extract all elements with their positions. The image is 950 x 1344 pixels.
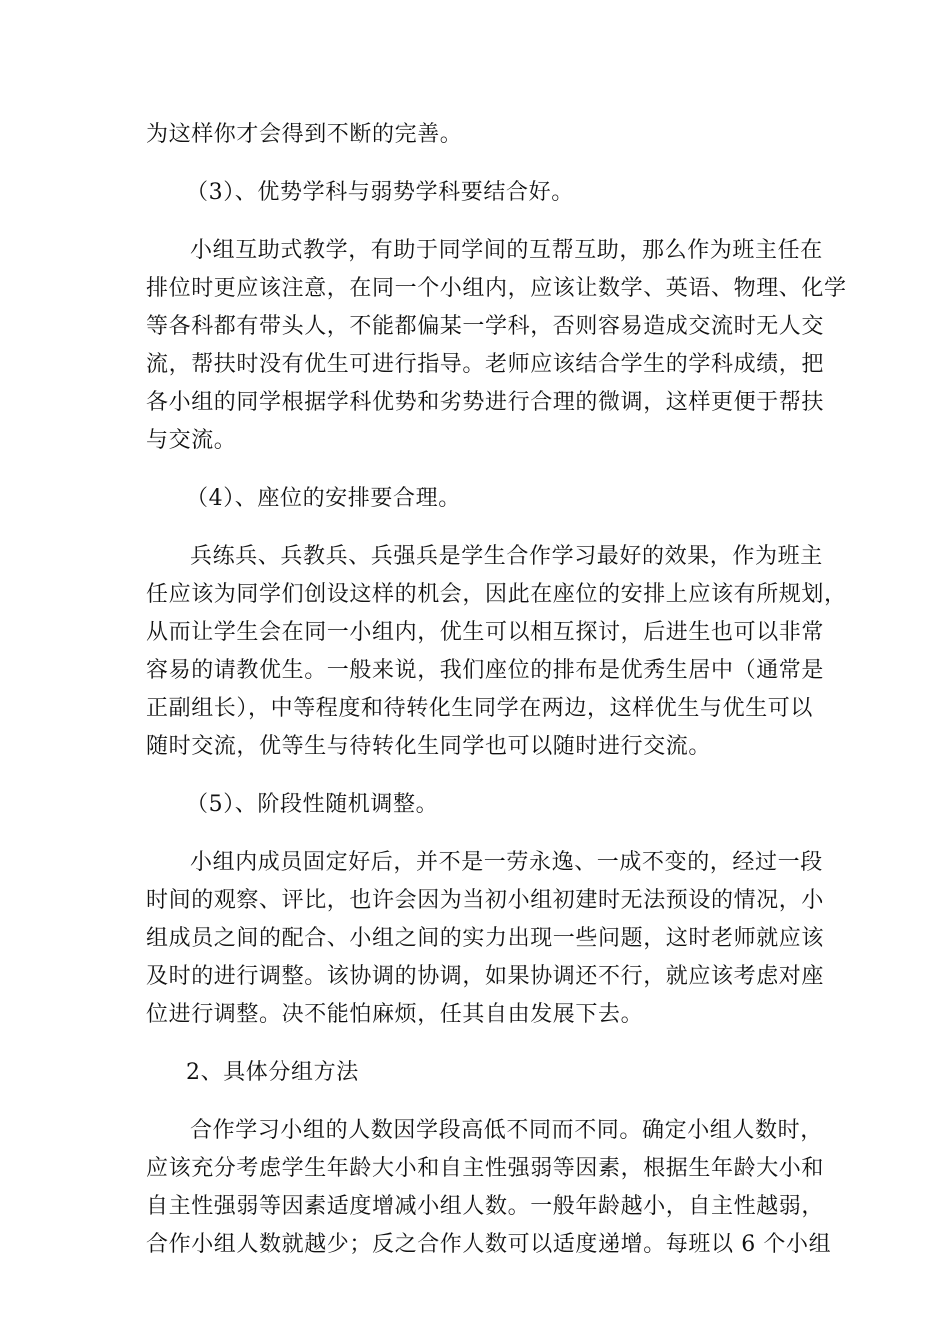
text-line: 为这样你才会得到不断的完善。: [146, 122, 463, 147]
text-line: 正副组长），中等程度和待转化生同学在两边，这样优生与优生可以: [146, 696, 814, 721]
text-line: 兵练兵、兵教兵、兵强兵是学生合作学习最好的效果，作为班主: [190, 544, 823, 569]
text-line: 组成员之间的配合、小组之间的实力出现一些问题，这时老师就应该: [146, 926, 825, 951]
paragraph-continuation: [146, 116, 810, 154]
text-line: 时间的观察、评比，也许会因为当初小组初建时无法预设的情况，小: [146, 888, 825, 913]
text-line: 任应该为同学们创设这样的机会，因此在座位的安排上应该有所规划，: [146, 582, 847, 607]
paragraph-subject-balance: [146, 232, 847, 460]
text-line: 各小组的同学根据学科优势和劣势进行合理的微调，这样更便于帮扶: [146, 390, 825, 415]
paragraph-seating: [146, 538, 847, 766]
paragraph-group-size: [146, 1112, 832, 1264]
text-line: 容易的请教优生。一般来说，我们座位的排布是优秀生居中（通常是: [146, 658, 825, 683]
section-heading-5: [146, 786, 810, 824]
document-page: [146, 116, 847, 1264]
text-line: 与交流。: [146, 428, 237, 453]
text-line: 流，帮扶时没有优生可进行指导。老师应该结合学生的学科成绩，把: [146, 352, 825, 377]
text-line: 随时交流，优等生与待转化生同学也可以随时进行交流。: [146, 734, 712, 759]
heading-text: （5）、阶段性随机调整。: [186, 792, 439, 817]
paragraph-adjustment: [146, 844, 825, 1034]
heading-text: 2、具体分组方法: [186, 1060, 359, 1085]
text-line: 及时的进行调整。该协调的协调，如果协调还不行，就应该考虑对座: [146, 964, 825, 989]
section-heading-3: [146, 174, 810, 212]
text-line: 合作学习小组的人数因学段高低不同而不同。确定小组人数时，: [190, 1118, 823, 1143]
heading-text: （3）、优势学科与弱势学科要结合好。: [186, 180, 574, 205]
text-line: 小组互助式教学，有助于同学间的互帮互助，那么作为班主任在: [190, 238, 823, 263]
heading-text: （4）、座位的安排要合理。: [186, 486, 461, 511]
text-line: 位进行调整。决不能怕麻烦，任其自由发展下去。: [146, 1002, 644, 1027]
text-line: 从而让学生会在同一小组内，优生可以相互探讨，后进生也可以非常: [146, 620, 825, 645]
section-heading-4: [146, 480, 810, 518]
section-heading-grouping-method: [146, 1054, 810, 1092]
text-line: 排位时更应该注意，在同一个小组内，应该让数学、英语、物理、化学: [146, 276, 847, 301]
text-line: 合作小组人数就越少；反之合作人数可以适度递增。每班以 6 个小组: [146, 1232, 832, 1257]
text-line: 小组内成员固定好后，并不是一劳永逸、一成不变的，经过一段: [190, 850, 823, 875]
text-line: 应该充分考虑学生年龄大小和自主性强弱等因素，根据生年龄大小和: [146, 1156, 825, 1181]
text-line: 等各科都有带头人，不能都偏某一学科，否则容易造成交流时无人交: [146, 314, 825, 339]
text-line: 自主性强弱等因素适度增减小组人数。一般年龄越小，自主性越弱，: [146, 1194, 825, 1219]
